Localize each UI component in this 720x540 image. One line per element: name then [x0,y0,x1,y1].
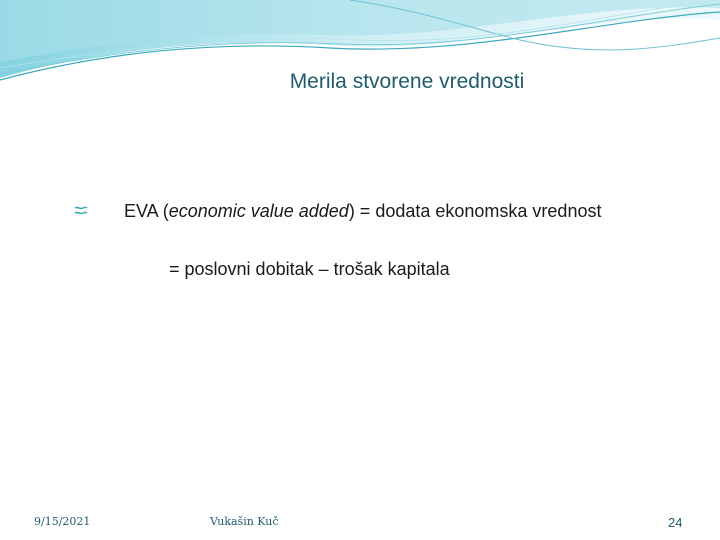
wavy-bullet-icon [74,205,88,217]
eva-prefix: EVA ( [124,201,169,221]
footer-date: 9/15/2021 [34,515,91,528]
footer-page-number: 24 [668,515,683,530]
eva-definition-line [124,201,601,222]
eva-formula-line: = poslovni dobitak – trošak kapitala [169,259,450,279]
slide-title: Merila stvorene vrednosti [289,70,525,93]
footer-author: Vukašin Kuč [210,515,279,528]
eva-italic-term: economic value added [168,201,349,221]
eva-suffix: ) = dodata ekonomska vrednost [348,201,602,221]
